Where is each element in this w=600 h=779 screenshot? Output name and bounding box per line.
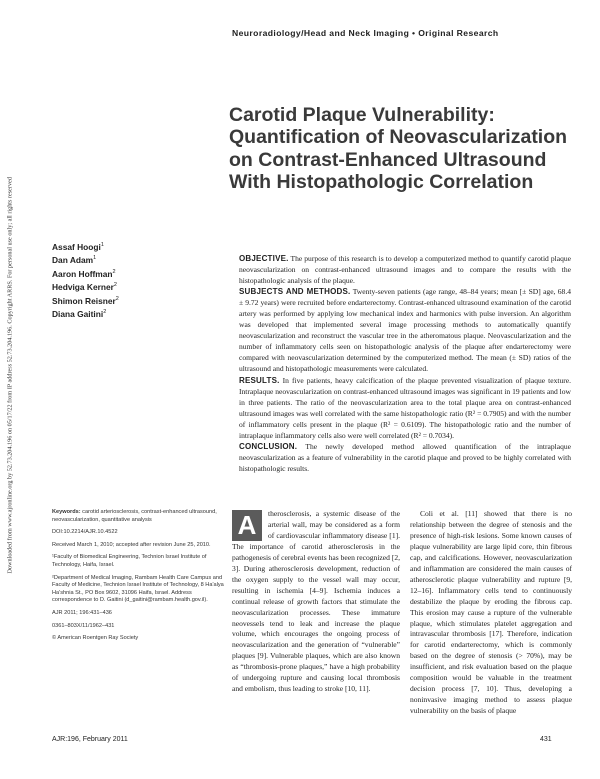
copyright: © American Roentgen Ray Society: [52, 635, 139, 642]
page-number: 431: [540, 736, 552, 743]
author: Dan Adam$^1$: [52, 255, 97, 266]
affiliation-1: ¹Faculty of Biomedical Engineering, Technion Israel Institute of Technology, Haifa, Israel.: [52, 554, 207, 568]
issn: 0361–803X/11/1962–431: [52, 622, 115, 629]
author: Shimon Reisner$^2$: [52, 295, 119, 306]
author: Hedviga Kerner$^2$: [52, 281, 117, 292]
footer-journal: AJR:196, February 2011: [52, 736, 128, 743]
doi: DOI:10.2214/AJR.10.4522: [52, 529, 118, 536]
body-column-1: [232, 509, 400, 695]
article-metadata: [52, 509, 224, 648]
affiliation-2: ²Department of Medical Imaging, Rambam Health Care Campus and Faculty of Medicine, Technion Israel Institute of Technology, 8 Ha'alya Ha'shnia St., PO Box 9602, 31096 Haifa, Israel. Address correspondence to D. Gaitini (d_gaitini@rambam.health.gov.il).: [52, 574, 224, 604]
abstract: [229, 253, 571, 474]
article-title: Carotid Plaque Vulnerability: Quantification of Neovascularization on Contrast-Enhanced Ultrasound With Histopathologic Correlation: [229, 104, 568, 193]
author: Aaron Hoffman$^2$: [52, 268, 116, 279]
received-dates: Received March 1, 2010; accepted after revision June 25, 2010.: [52, 541, 211, 548]
body-column-2: Coli et al. [11] showed that there is no relationship between the degree of stenosis and the presence of high-risk lesions. Some known causes of plaque vulnerability are large lipid core, thin fibrous cap, and calcifications. However, neovascularization and inflammation are considered the main causes of atherosclerotic plaque vulnerability and rupture [9, 12–16]. Inflammatory cells tend to continuously destabilize the plaque by eroding the fibrous cap. This erosion may cause a rupture of the vulnerable plaque, which stimulates platelet aggregation and intravascular thrombosis [17]. Therefore, indication for carotid endarterectomy, which is commonly based on the degree of stenosis (> 70%), may be insufficient, and risk evaluation based on the plaque composition would be valuable in the treatment decision process [7, 10]. Thus, developing a noninvasive imaging method to assess plaque vulnerability on the basis of plaque: [410, 509, 572, 716]
abstract-methods: SUBJECTS AND METHODS. Twenty-seven patients (age range, 48–84 years; mean [± SD] age, 68.4 ± 9.72 years) were recruited before endarterectomy. Contrast-enhanced ultrasound examination of the carotid artery was performed by applying low mechanical index and harmonics with pulse inversion. An algorithm was developed that implemented several image processing methods to automatically quantify neovascularization and reconstruct the vascular tree in the atheromatous plaque. Neovascularization and the number of inflammatory cells seen on histopathologic analysis of the plaque after endarterectomy were compared with neovascularization determined by the computerized method. The mean (± SD) ratios of the ultrasound and histopathologic measurements were calculated.: [239, 287, 571, 374]
abstract-conclusion: CONCLUSION. The newly developed method allowed quantification of the intraplaque neovascularization as a feature of vulnerability in the carotid plaque and proved to be highly correlated with histopathologic results.: [239, 441, 571, 473]
citation: AJR 2011; 196:431–436: [52, 609, 112, 616]
body-text: therosclerosis, a systemic disease of the arterial wall, may be considered as a form of cardiovascular inflammatory disease [1]. The importance of carotid atherosclerosis in the pathogenesis of cerebral events has been recognized [2, 3]. During atherosclerosis development, reduction of the oxygen supply to the vessel wall may occur, resulting in ischemia [4–9]. Ischemia induces a continual release of growth factors that stimulate the neovascularization processes. These immature neovessels tend to leak and increase the plaque volume, which encourages the ongoing process of neovascularization and the generation of “vulnerable” plaques [9]. Vulnerable plaques, which are also known as “thrombosis-prone plaques,” have a high probability of undergoing rupture and causing local thrombosis and embolism, thus leading to stroke [10, 11].: [232, 509, 400, 694]
abstract-results: RESULTS. In five patients, heavy calcification of the plaque prevented visualization of plaque texture. Intraplaque neovascularization on contrast-enhanced ultrasound images was significant in 19 patients and low in three patients. The ratio of the neovascularization area to the total plaque area on contrast-enhanced ultrasound images was well correlated with the same histopathologic ratio (R² = 0.7905) and with the number of inflammatory cells present in the plaque (R² = 0.6109). The histopathologic ratio and the number of intraplaque inflammatory cells also were well correlated (R² = 0.7034).: [239, 375, 571, 440]
author: Assaf Hoogi$^1$: [52, 241, 104, 252]
section-header: Neuroradiology/Head and Neck Imaging • Original Research: [232, 28, 499, 38]
author: Diana Gaitini$^2$: [52, 308, 107, 319]
download-notice: Downloaded from www.ajronline.org by 52.73.204.196 on 05/17/22 from IP address 52.73.204.196. Copyright ARRS. For personal use only; all rights reserved: [6, 177, 14, 574]
abstract-objective: OBJECTIVE. The purpose of this research is to develop a computerized method to quantify carotid plaque neovascularization on contrast-enhanced ultrasound images and to compare the results with the histopathologic analysis of the plaque.: [239, 254, 571, 286]
keywords: Keywords: carotid arteriosclerosis, contrast-enhanced ultrasound, neovascularization, quantitative analysis: [52, 509, 217, 523]
drop-cap: A: [232, 510, 262, 541]
author-list: [52, 240, 202, 320]
